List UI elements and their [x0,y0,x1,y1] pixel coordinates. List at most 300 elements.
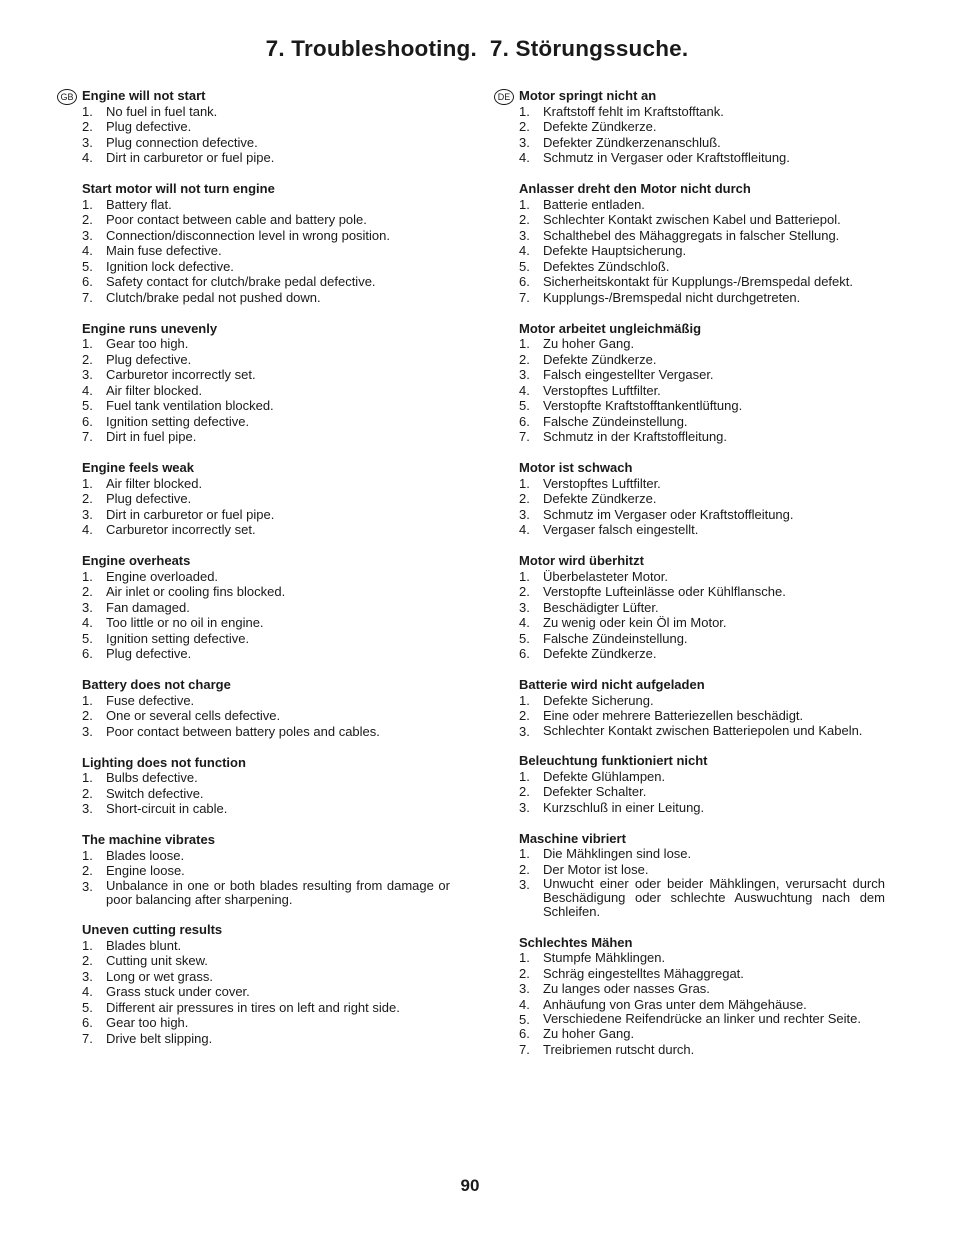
section-heading: Batterie wird nicht aufgeladen [519,677,705,692]
item-number: 4. [82,243,93,258]
item-number: 1. [82,475,93,491]
de-troubleshooting-section [519,831,885,920]
item-number: 7. [519,429,530,444]
list-item [82,708,450,724]
page-title-de: 7. Störungssuche. [489,36,689,61]
item-number: 2. [82,491,93,506]
item-number: 1. [82,103,93,119]
item-text: Schalthebel des Mähaggregats in falscher Stellung. [543,227,840,243]
list-item [519,507,885,523]
de-troubleshooting-section [519,321,885,445]
item-text: Batterie entladen. [543,196,645,212]
list-item [82,646,450,662]
section-heading: Engine overheats [82,553,191,568]
item-text: Defekte Zündkerze. [543,119,657,134]
item-number: 5. [519,258,530,274]
list-item [82,290,450,306]
item-text: Kupplungs-/Bremspedal nicht durchgetreten. [543,289,801,305]
section-heading: Anlasser dreht den Motor nicht durch [519,181,751,196]
list-item [519,212,885,228]
item-number: 6. [82,1015,93,1030]
item-number: 5. [519,398,530,413]
cause-list [519,197,885,306]
item-text: Gear too high. [106,1015,189,1030]
item-text: Ignition lock defective. [106,258,234,274]
item-number: 5. [82,398,93,413]
item-number: 2. [82,708,93,723]
item-number: 2. [519,784,530,799]
item-number: 3. [82,878,93,894]
item-text: Schlechter Kontakt zwischen Batteriepolen und Kabeln. [543,722,863,738]
item-number: 2. [82,351,93,367]
de-troubleshooting-section [519,460,885,538]
item-number: 1. [519,692,530,708]
gb-troubleshooting-section [82,832,450,907]
item-number: 3. [519,134,530,150]
item-text: Carburetor incorrectly set. [106,367,256,382]
section-heading: Engine will not start [82,88,206,103]
item-number: 1. [519,336,530,351]
item-number: 3. [519,599,530,615]
de-troubleshooting-section [519,935,885,1058]
list-item [82,938,450,954]
item-text: Schmutz im Vergaser oder Kraftstoffleitung. [543,506,794,522]
item-text: Defekte Zündkerze. [543,351,657,367]
item-text: Ignition setting defective. [106,630,250,646]
item-text: Überbelasteter Motor. [543,568,669,584]
list-item [82,1015,450,1031]
item-text: Ignition setting defective. [106,413,250,429]
item-text: Treibriemen rutscht durch. [543,1041,695,1057]
list-item [519,491,885,507]
list-item [82,848,450,864]
item-text: Plug defective. [106,351,192,367]
item-text: Verstopftes Luftfilter. [543,382,661,398]
item-text: Stumpfe Mähklingen. [543,950,666,965]
item-text: Beschädigter Lüfter. [543,599,659,615]
item-text: Zu hoher Gang. [543,336,635,351]
item-number: 4. [82,382,93,398]
list-item [519,877,885,919]
gb-column [60,88,450,1062]
item-number: 1. [519,103,530,119]
item-text: Air inlet or cooling fins blocked. [106,584,286,599]
item-text: Plug defective. [106,491,192,506]
item-number: 4. [519,522,530,537]
item-number: 2. [519,351,530,367]
de-troubleshooting-section [519,88,885,166]
page-title-en: 7. Troubleshooting. [265,36,477,61]
list-item [82,953,450,969]
item-number: 4. [82,522,93,537]
list-item [82,786,450,802]
section-heading: Battery does not charge [82,677,231,692]
gb-troubleshooting-section [82,553,450,662]
section-heading: Motor springt nicht an [519,88,657,103]
list-item [519,352,885,368]
list-item [519,708,885,724]
section-heading: The machine vibrates [82,832,215,847]
list-item [519,724,885,738]
cause-list [519,950,885,1057]
item-text: Sicherheitskontakt für Kupplungs-/Bremspedal defekt. [543,274,854,289]
item-number: 3. [82,801,93,816]
item-text: Anhäufung von Gras unter dem Mähgehäuse. [543,996,807,1012]
cause-list [82,104,450,166]
item-text: Schmutz in der Kraftstoffleitung. [543,429,728,444]
item-text: Fan damaged. [106,599,190,615]
list-item [82,212,450,228]
list-item [519,429,885,445]
item-number: 6. [82,413,93,429]
list-item [519,569,885,585]
list-item [519,997,885,1013]
list-item [519,966,885,982]
de-troubleshooting-section [519,677,885,738]
item-text: Main fuse defective. [106,243,222,258]
cause-list [519,846,885,919]
list-item [519,119,885,135]
page-number: 90 [460,1176,480,1195]
cause-list [519,569,885,662]
item-text: Gear too high. [106,336,189,351]
item-number: 1. [82,847,93,863]
cause-list [82,693,450,740]
list-item [82,243,450,259]
item-text: Verstopfte Lufteinlässe oder Kühlflansche. [543,584,786,599]
item-text: Verstopfte Kraftstofftankentlüftung. [543,398,743,413]
section-heading: Motor ist schwach [519,460,633,475]
item-number: 5. [82,258,93,274]
item-text: Dirt in carburetor or fuel pipe. [106,506,275,522]
list-item [519,846,885,862]
item-text: Dirt in carburetor or fuel pipe. [106,150,275,165]
list-item [82,507,450,523]
item-number: 1. [519,950,530,965]
item-number: 6. [519,1026,530,1041]
item-number: 3. [519,723,530,739]
section-heading: Beleuchtung funktioniert nicht [519,753,708,768]
item-number: 2. [82,584,93,599]
gb-troubleshooting-section [82,181,450,305]
item-number: 3. [519,877,530,892]
list-item [82,367,450,383]
item-number: 6. [82,646,93,661]
item-number: 7. [519,289,530,305]
list-item [82,801,450,817]
list-item [82,693,450,709]
item-text: One or several cells defective. [106,708,281,723]
item-number: 2. [519,491,530,506]
item-number: 2. [82,119,93,134]
de-language-badge: DE [494,89,514,105]
cause-list [82,848,450,907]
list-item [82,259,450,275]
item-text: Air filter blocked. [106,382,203,398]
item-text: Defekter Zündkerzenanschluß. [543,134,721,150]
item-text: Too little or no oil in engine. [106,615,264,630]
section-heading: Schlechtes Mähen [519,934,633,950]
item-number: 2. [82,863,93,878]
item-text: Poor contact between battery poles and cables. [106,723,380,739]
item-number: 1. [519,568,530,584]
gb-troubleshooting-section [82,755,450,817]
list-item [519,522,885,538]
item-number: 6. [519,646,530,661]
list-item [519,243,885,259]
item-text: Defekte Hauptsicherung. [543,243,687,258]
item-number: 2. [519,965,530,981]
list-item [82,383,450,399]
item-text: Plug connection defective. [106,134,258,150]
list-item [82,135,450,151]
list-item [519,600,885,616]
item-number: 1. [519,475,530,491]
gb-troubleshooting-section [82,321,450,445]
item-text: Switch defective. [106,785,204,801]
list-item [82,119,450,135]
list-item [82,615,450,631]
item-number: 7. [82,289,93,305]
item-number: 2. [519,119,530,134]
cause-list [82,938,450,1047]
page-title [0,36,954,62]
item-number: 1. [82,568,93,584]
list-item [519,290,885,306]
list-item [82,1000,450,1016]
item-number: 4. [519,996,530,1012]
item-text: Verschiedene Reifendrücke an linker und rechter Seite. [543,1011,861,1026]
item-number: 7. [82,429,93,444]
section-heading: Uneven cutting results [82,922,223,937]
section-heading: Engine feels weak [82,460,194,475]
item-text: Kraftstoff fehlt im Kraftstofftank. [543,103,724,119]
list-item [519,259,885,275]
item-number: 5. [519,630,530,646]
item-text: Falsche Zündeinstellung. [543,413,688,429]
item-text: Poor contact between cable and battery pole. [106,212,367,227]
list-item [519,104,885,120]
item-text: Unbalance in one or both blades resulting from damage or poor balancing after sharpening. [106,877,450,907]
list-item [519,981,885,997]
list-item [82,969,450,985]
item-number: 1. [519,768,530,784]
item-text: Defekte Sicherung. [543,692,654,708]
item-text: Blades blunt. [106,937,182,953]
list-item [82,522,450,538]
item-text: Verstopftes Luftfilter. [543,475,661,491]
gb-language-badge: GB [57,89,77,105]
list-item [82,398,450,414]
item-number: 3. [82,723,93,739]
list-item [519,383,885,399]
item-number: 3. [82,506,93,522]
item-number: 4. [82,984,93,999]
list-item [82,429,450,445]
cause-list [519,693,885,738]
item-text: Carburetor incorrectly set. [106,522,256,537]
item-text: Connection/disconnection level in wrong position. [106,227,391,243]
gb-troubleshooting-section [82,460,450,538]
list-item [82,600,450,616]
list-item [519,367,885,383]
item-number: 2. [82,785,93,801]
item-text: Defekte Zündkerze. [543,491,657,506]
list-item [82,631,450,647]
item-number: 4. [519,150,530,165]
gb-troubleshooting-section [82,88,450,166]
list-item [519,862,885,878]
list-item [519,769,885,785]
item-number: 3. [82,968,93,984]
item-text: Battery flat. [106,196,172,212]
item-number: 6. [519,274,530,289]
item-number: 1. [82,336,93,351]
item-text: Schlechter Kontakt zwischen Kabel und Batteriepol. [543,212,841,227]
list-item [82,863,450,879]
item-text: No fuel in fuel tank. [106,103,218,119]
list-item [519,228,885,244]
list-item [82,569,450,585]
cause-list [82,336,450,445]
item-text: Defekte Zündkerze. [543,646,657,661]
item-text: Vergaser falsch eingestellt. [543,522,699,537]
item-number: 3. [519,506,530,522]
list-item [519,1042,885,1058]
list-item [82,491,450,507]
item-text: Eine oder mehrere Batteriezellen beschädigt. [543,708,804,723]
item-text: Safety contact for clutch/brake pedal defective. [106,274,376,289]
section-heading: Motor wird überhitzt [519,553,644,568]
item-number: 4. [82,615,93,630]
item-number: 2. [519,212,530,227]
item-text: Engine overloaded. [106,568,219,584]
item-text: Drive belt slipping. [106,1030,213,1046]
item-number: 2. [82,212,93,227]
item-text: Engine loose. [106,863,185,878]
item-number: 3. [519,227,530,243]
list-item [82,228,450,244]
item-text: Air filter blocked. [106,475,203,491]
item-text: Unwucht einer oder beider Mähklingen, verursacht durch Beschädigung oder schlechte Auswuchtung nach dem Schleifen. [543,876,885,919]
list-item [519,800,885,816]
item-number: 2. [82,953,93,968]
item-text: Dirt in fuel pipe. [106,429,197,444]
item-text: Falsch eingestellter Vergaser. [543,367,714,382]
de-troubleshooting-section [519,753,885,815]
list-item [82,197,450,213]
item-number: 1. [82,692,93,708]
cause-list [82,770,450,817]
item-text: Clutch/brake pedal not pushed down. [106,289,321,305]
list-item [82,476,450,492]
item-number: 3. [82,367,93,382]
item-number: 3. [519,981,530,996]
list-item [519,631,885,647]
item-number: 7. [519,1041,530,1057]
list-item [82,150,450,166]
list-item [519,336,885,352]
de-troubleshooting-section [519,181,885,305]
item-number: 1. [82,196,93,212]
item-number: 1. [519,196,530,212]
list-item [82,336,450,352]
list-item [519,646,885,662]
item-text: Defekte Glühlampen. [543,768,666,784]
item-text: Bulbs defective. [106,770,198,785]
section-heading: Start motor will not turn engine [82,181,275,196]
item-text: Defektes Zündschloß. [543,258,670,274]
list-item [519,274,885,290]
item-text: Falsche Zündeinstellung. [543,630,688,646]
item-text: Blades loose. [106,847,185,863]
list-item [519,1012,885,1026]
list-item [82,274,450,290]
list-item [519,615,885,631]
item-text: Kurzschluß in einer Leitung. [543,799,705,815]
list-item [82,414,450,430]
item-number: 3. [519,799,530,815]
item-text: Zu wenig oder kein Öl im Motor. [543,615,727,630]
item-text: Fuse defective. [106,692,195,708]
list-item [519,135,885,151]
list-item [82,984,450,1000]
cause-list [82,197,450,306]
item-number: 3. [82,134,93,150]
item-number: 4. [82,150,93,165]
list-item [519,476,885,492]
section-heading: Lighting does not function [82,754,246,770]
item-number: 4. [519,382,530,398]
item-text: Schmutz in Vergaser oder Kraftstoffleitung. [543,150,790,165]
item-text: Plug defective. [106,119,192,134]
item-number: 6. [519,413,530,429]
item-number: 6. [82,274,93,289]
item-number: 2. [519,708,530,723]
item-number: 5. [82,999,93,1015]
item-number: 3. [519,367,530,382]
item-text: Fuel tank ventilation blocked. [106,398,274,413]
list-item [82,104,450,120]
section-heading: Maschine vibriert [519,830,626,846]
item-text: Schräg eingestelltes Mähaggregat. [543,965,744,981]
item-number: 5. [519,1012,530,1027]
item-text: Zu langes oder nasses Gras. [543,981,710,996]
list-item [519,197,885,213]
cause-list [82,569,450,662]
gb-troubleshooting-section [82,922,450,1046]
item-number: 4. [519,615,530,630]
list-item [519,398,885,414]
list-item [519,584,885,600]
list-item [82,724,450,740]
list-item [519,784,885,800]
list-item [519,693,885,709]
item-number: 1. [82,770,93,785]
list-item [82,770,450,786]
item-text: Der Motor ist lose. [543,861,649,877]
list-item [82,879,450,907]
gb-troubleshooting-section [82,677,450,739]
section-heading: Motor arbeitet ungleichmäßig [519,320,702,336]
section-heading: Engine runs unevenly [82,320,218,336]
item-number: 1. [519,846,530,861]
list-item [519,150,885,166]
item-text: Zu hoher Gang. [543,1026,635,1041]
list-item [82,1031,450,1047]
list-item [519,414,885,430]
item-text: Different air pressures in tires on left and right side. [106,999,400,1015]
